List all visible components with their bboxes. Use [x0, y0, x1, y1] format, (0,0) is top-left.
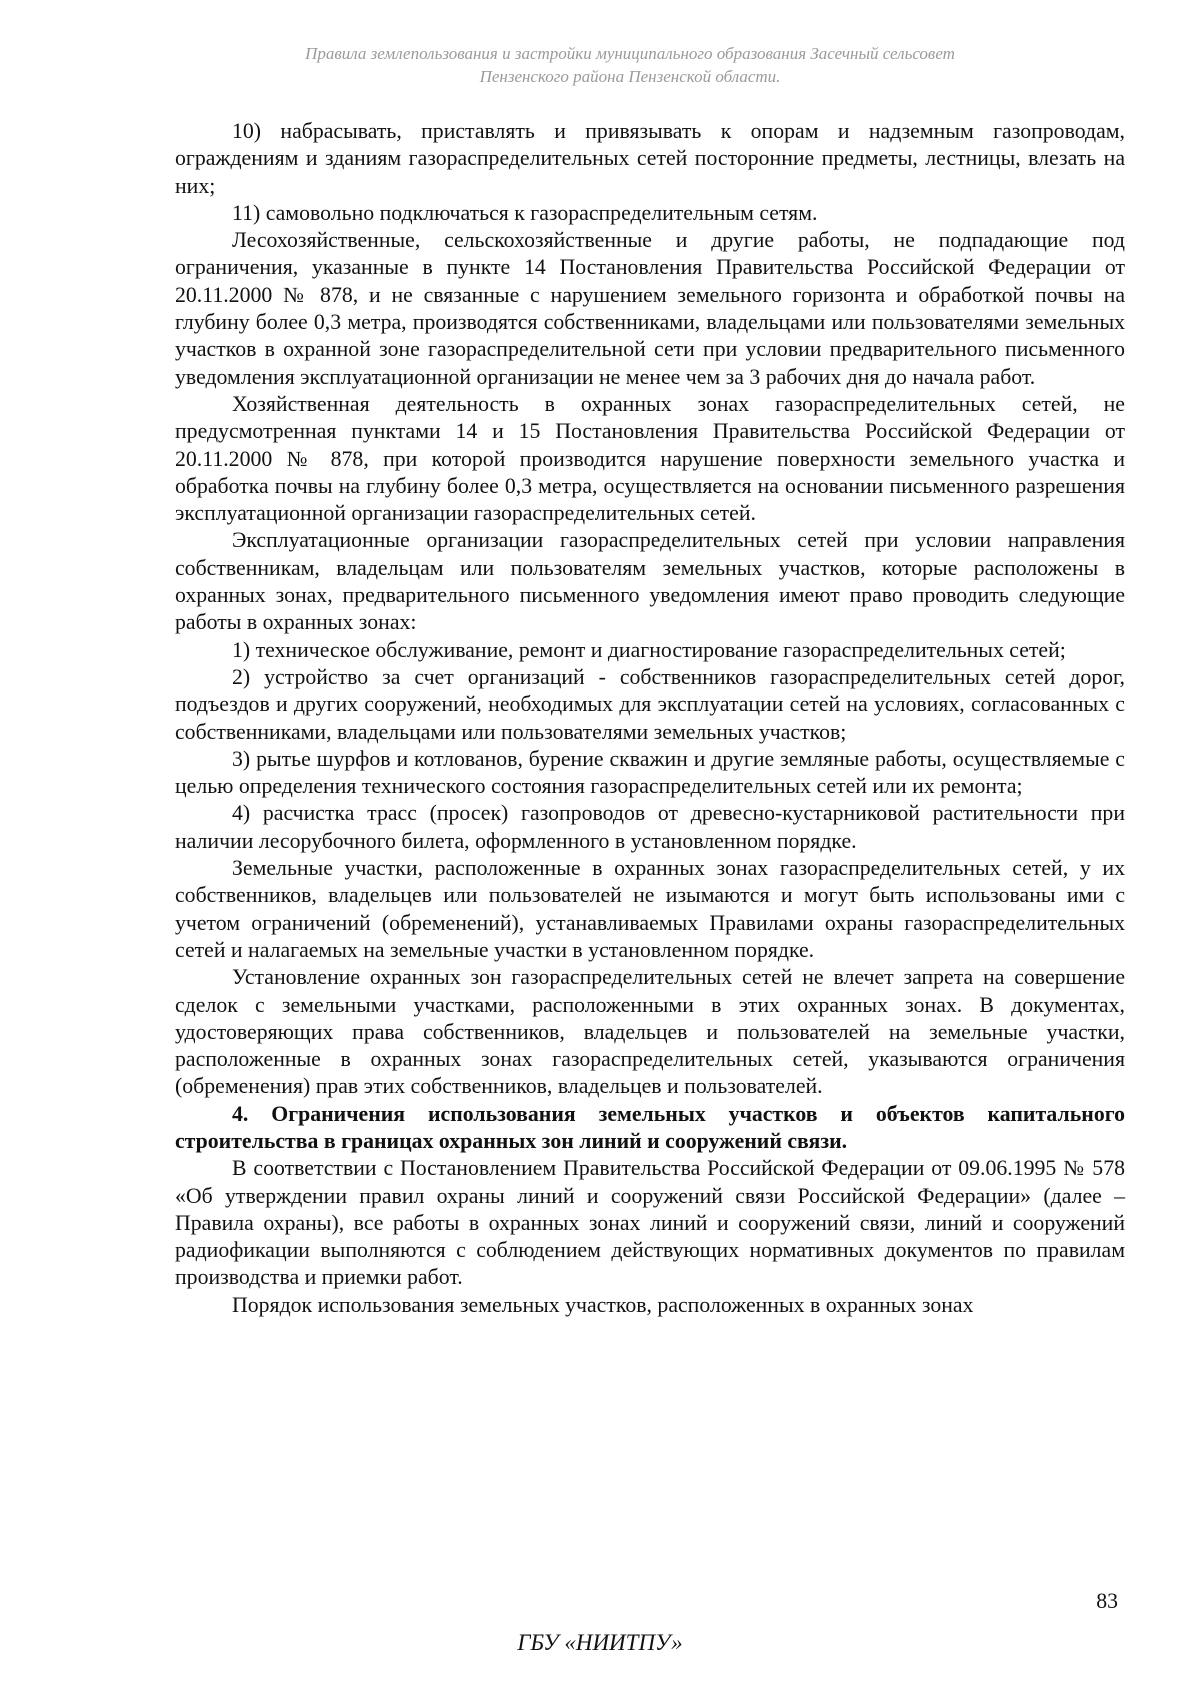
list-item-1: 1) техническое обслуживание, ремонт и диагностирование газораспределительных сетей; [232, 637, 1066, 662]
document-body [175, 118, 1125, 1319]
paragraph-land-plots: Земельные участки, расположенные в охранных зонах газораспределительных сетей, у их собственников, владельцев или пользователей не изымаются и могут быть использованы ими с учетом ограничений (обременений), устанавливаемых Правилами охраны газораспределительных сетей и налагаемых на земельные участки в установленном порядке. [175, 856, 1125, 962]
list-item-11: 11) самовольно подключаться к газораспределительным сетям. [232, 200, 818, 225]
list-item-3: 3) рытье шурфов и котлованов, бурение скважин и другие земляные работы, осуществляемые с целью определения технического состояния газораспределительных сетей или их ремонта; [175, 746, 1125, 799]
page-number: 83 [1096, 1589, 1118, 1613]
paragraph-forestry-works: Лесохозяйственные, сельскохозяйственные и другие работы, не подпадающие под ограничения, указанные в пункте 14 Постановления Правительства Российской Федерации от 20.11.2000 № 878, и не связанные с нарушением земельного горизонта и обработкой почвы на глубину более 0,3 метра, производятся собственниками, владельцами или пользователями земельных участков в охранной зоне газораспределительной сети при условии предварительного письменного уведомления эксплуатационной организации не менее чем за 3 рабочих дня до начала работ. [175, 228, 1125, 389]
paragraph-protected-zones: Установление охранных зон газораспределительных сетей не влечет запрета на совершение сделок с земельными участками, расположенными в этих охранных зонах. В документах, удостоверяющих права собственников, владельцев и пользователей на земельные участки, расположенные в охранных зонах газораспределительных сетей, указываются ограничения (обременения) прав этих собственников, владельцев и пользователей. [175, 965, 1125, 1099]
running-header-line-2: Пензенского района Пензенской области. [479, 67, 781, 86]
paragraph-resolution-578: В соответствии с Постановлением Правительства Российской Федерации от 09.06.1995 № 578 «Об утверждении правил охраны линий и сооружений связи Российской Федерации» (далее – Правила охраны), все работы в охранных зонах линий и сооружений связи, линий и сооружений радиофикации выполняются с соблюдением действующих нормативных документов по правилам производства и приемки работ. [175, 1156, 1125, 1290]
list-item-4: 4) расчистка трасс (просек) газопроводов от древесно-кустарниковой растительности при наличии лесорубочного билета, оформленного в установленном порядке. [175, 801, 1125, 853]
footer-organization: ГБУ «НИИТПУ» [517, 1630, 683, 1655]
paragraph-operating-organizations: Эксплуатационные организации газораспределительных сетей при условии направления собственникам, владельцам или пользователям земельных участков, которые расположены в охранных зонах, предварительного письменного уведомления имеют право проводить следующие работы в охранных зонах: [175, 528, 1125, 635]
running-header [230, 42, 1030, 88]
paragraph-usage-order: Порядок использования земельных участков, расположенных в охранных зонах [232, 1292, 974, 1317]
paragraph-economic-activity: Хозяйственная деятельность в охранных зонах газораспределительных сетей, не предусмотренная пунктами 14 и 15 Постановления Правительства Российской Федерации от 20.11.2000 № 878, при которой производится нарушение поверхности земельного участка и обработка почвы на глубину более 0,3 метра, осуществляется на основании письменного разрешения эксплуатационной организации газораспределительных сетей. [175, 391, 1125, 526]
running-header-line-1: Правила землепользования и застройки муниципального образования Засечный сельсовет [305, 44, 955, 63]
list-item-2: 2) устройство за счет организаций - собственников газораспределительных сетей дорог, подъездов и других сооружений, необходимых для эксплуатации сетей на условиях, согласованных с собственниками, владельцами или пользователями земельных участков; [175, 664, 1125, 744]
list-item-10: 10) набрасывать, приставлять и привязывать к опорам и надземным газопроводам, ограждениям и зданиям газораспределительных сетей посторонние предметы, лестницы, влезать на них; [175, 119, 1125, 198]
section-heading-4: 4. Ограничения использования земельных участков и объектов капитального строительства в границах охранных зон линий и сооружений связи. [175, 1101, 1125, 1153]
